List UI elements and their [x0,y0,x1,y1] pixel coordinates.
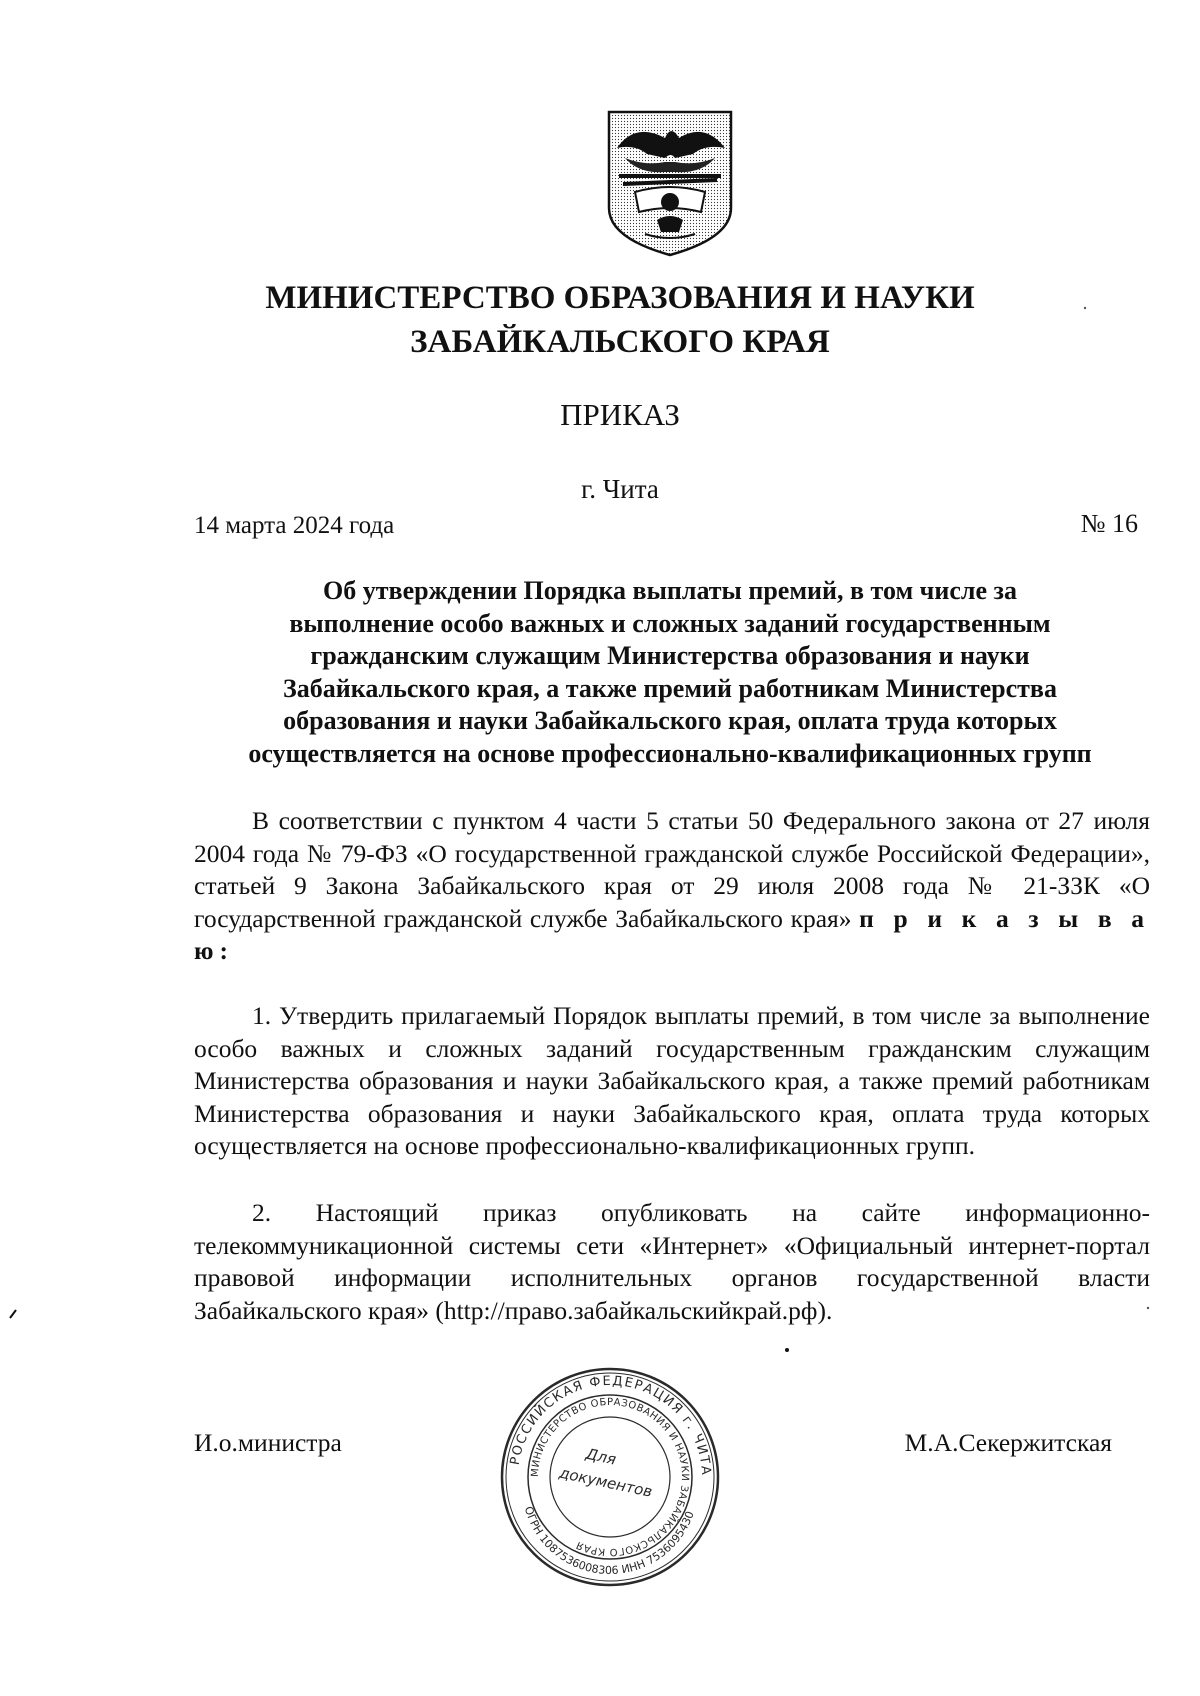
order-item-1-text: 1. Утвердить прилагаемый Порядок выплаты премий, в том числе за выполнение особо важных и сложных заданий государственным гражданским служащим Министерства образования и науки Забайкальского края, а также премий работникам Министерства образования и науки Забайкальского края, оплата труда которых осуществляется на основе профессионально-квалификационных групп. [194,1001,1150,1161]
document-city: г. Чита [581,474,659,504]
preamble-paragraph [194,805,1150,968]
ministry-name-line1: МИНИСТЕРСТВО ОБРАЗОВАНИЯ И НАУКИ [265,280,975,316]
seal-codes-text: ОГРН 1087536008306 ИНН 7536095430 [521,1504,697,1578]
document-number: № 16 [1080,509,1138,538]
title-line: гражданским служащим Министерства образования и науки [310,641,1030,670]
seal-center-line2: документов [557,1463,654,1501]
ministry-name-line2: ЗАБАЙКАЛЬСКОГО КРАЯ [410,324,830,360]
signatory-name: М.А.Секержитская [904,1428,1112,1457]
title-line: Об утверждении Порядка выплаты премий, в том числе за [323,576,1017,605]
title-line: осуществляется на основе профессионально-квалификационных групп [248,738,1092,768]
seal-inner-ring-text: МИНИСТЕРСТВО ОБРАЗОВАНИЯ И НАУКИ ЗАБАЙКАЛЬСКОГО КРАЯ [529,1396,691,1558]
ministry-name [150,276,1090,364]
title-line: Забайкальского края, а также премий работникам Министерства [283,673,1057,703]
title-line: выполнение особо важных и сложных заданий государственным [289,608,1051,638]
order-item-1 [194,1000,1150,1163]
document-title [190,575,1150,770]
official-seal-stamp [497,1364,723,1590]
document-type: ПРИКАЗ [560,397,680,432]
order-word: п р и к а з ы в а ю: [194,903,1151,966]
document-date: 14 марта 2024 года [194,512,395,539]
coat-of-arms-emblem [605,108,735,258]
order-item-2-text: 2. Настоящий приказ опубликовать на сайте информационно-телекоммуникационной системы сети «Интернет» «Официальный интернет-портал правовой информации исполнительных органов государственной власти Забайкальского края» (http://право.забайкальскийкрай.рф). [194,1198,1150,1325]
seal-center-line1: Для [584,1444,618,1469]
preamble-text: В соответствии с пунктом 4 части 5 статьи 50 Федерального закона от 27 июля 2004 года № 79-ФЗ «О государственной гражданской службе Российской Федерации», статьей 9 Закона Забайкальского края от 29 июля 2008 года № 21-ЗЗК «О государственной гражданской службе Забайкальского края» [194,806,1150,933]
signatory-role: И.о.министра [194,1428,342,1457]
seal-outer-ring-text: РОССИЙСКАЯ ФЕДЕРАЦИЯ г. ЧИТА [507,1373,714,1477]
title-line: образования и науки Забайкальского края, оплата труда которых [283,706,1057,735]
order-item-2 [194,1197,1150,1327]
